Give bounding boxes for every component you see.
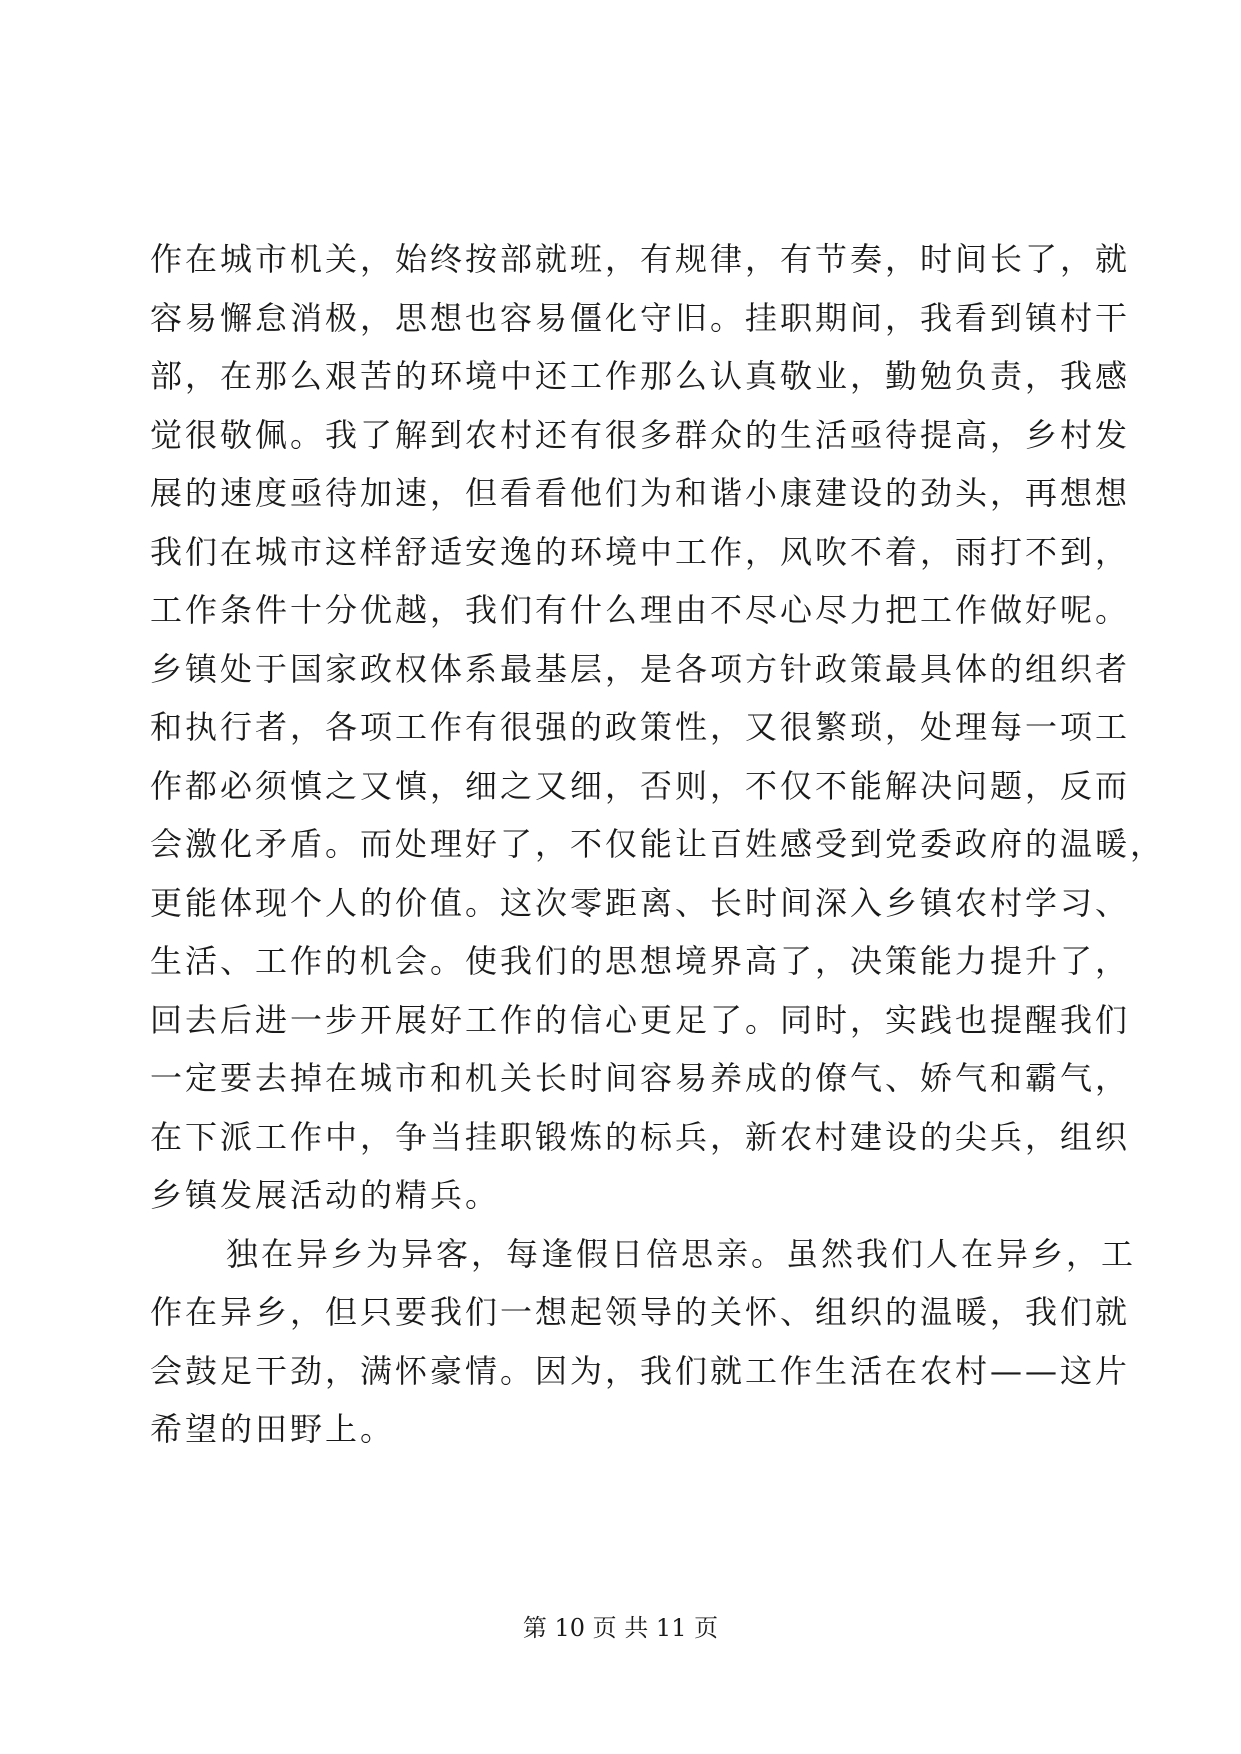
text-line: 部，在那么艰苦的环境中还工作那么认真敬业，勤勉负责，我感 bbox=[150, 357, 1131, 395]
document-body bbox=[150, 230, 1166, 1459]
text-line: 更能体现个人的价值。这次零距离、长时间深入乡镇农村学习、 bbox=[150, 883, 1131, 922]
text-line: 展的速度亟待加速，但看看他们为和谐小康建设的劲头，再想想 bbox=[150, 474, 1131, 512]
text-line: 希望的田野上。 bbox=[150, 1410, 396, 1448]
text-line: 和执行者，各项工作有很强的政策性，又很繁琐，处理每一项工 bbox=[150, 708, 1131, 746]
paragraph-2 bbox=[150, 1225, 1137, 1459]
text-line: 一定要去掉在城市和机关长时间容易养成的僚气、娇气和霸气， bbox=[150, 1059, 1131, 1097]
text-line: 觉很敬佩。我了解到农村还有很多群众的生活亟待提高，乡村发 bbox=[150, 415, 1131, 454]
text-line: 工作条件十分优越，我们有什么理由不尽心尽力把工作做好呢。 bbox=[150, 591, 1131, 629]
text-line: 独在异乡为异客，每逢假日倍思亲。虽然我们人在异乡，工 bbox=[226, 1234, 1137, 1273]
paragraph-1 bbox=[150, 230, 1166, 1225]
text-line: 作在异乡，但只要我们一想起领导的关怀、组织的温暖，我们就 bbox=[150, 1293, 1131, 1331]
text-line: 乡镇发展活动的精兵。 bbox=[150, 1176, 501, 1214]
page-number-footer: 第 10 页 共 11 页 bbox=[522, 1614, 719, 1642]
text-line: 作都必须慎之又慎，细之又细，否则，不仅不能解决问题，反而 bbox=[150, 766, 1131, 805]
text-line: 会激化矛盾。而处理好了，不仅能让百姓感受到党委政府的温暖， bbox=[150, 825, 1166, 863]
text-line: 回去后进一步开展好工作的信心更足了。同时，实践也提醒我们 bbox=[150, 1000, 1131, 1039]
text-line: 作在城市机关，始终按部就班，有规律，有节奏，时间长了，就 bbox=[150, 240, 1131, 278]
text-line: 容易懈怠消极，思想也容易僵化守旧。挂职期间，我看到镇村干 bbox=[150, 298, 1131, 337]
text-line: 乡镇处于国家政权体系最基层，是各项方针政策最具体的组织者 bbox=[150, 649, 1131, 688]
text-line: 在下派工作中，争当挂职锻炼的标兵，新农村建设的尖兵，组织 bbox=[150, 1117, 1131, 1156]
text-line: 会鼓足干劲，满怀豪情。因为，我们就工作生活在农村——这片 bbox=[150, 1351, 1131, 1390]
text-line: 我们在城市这样舒适安逸的环境中工作，风吹不着，雨打不到， bbox=[150, 532, 1131, 571]
text-line: 生活、工作的机会。使我们的思想境界高了，决策能力提升了， bbox=[150, 942, 1131, 980]
